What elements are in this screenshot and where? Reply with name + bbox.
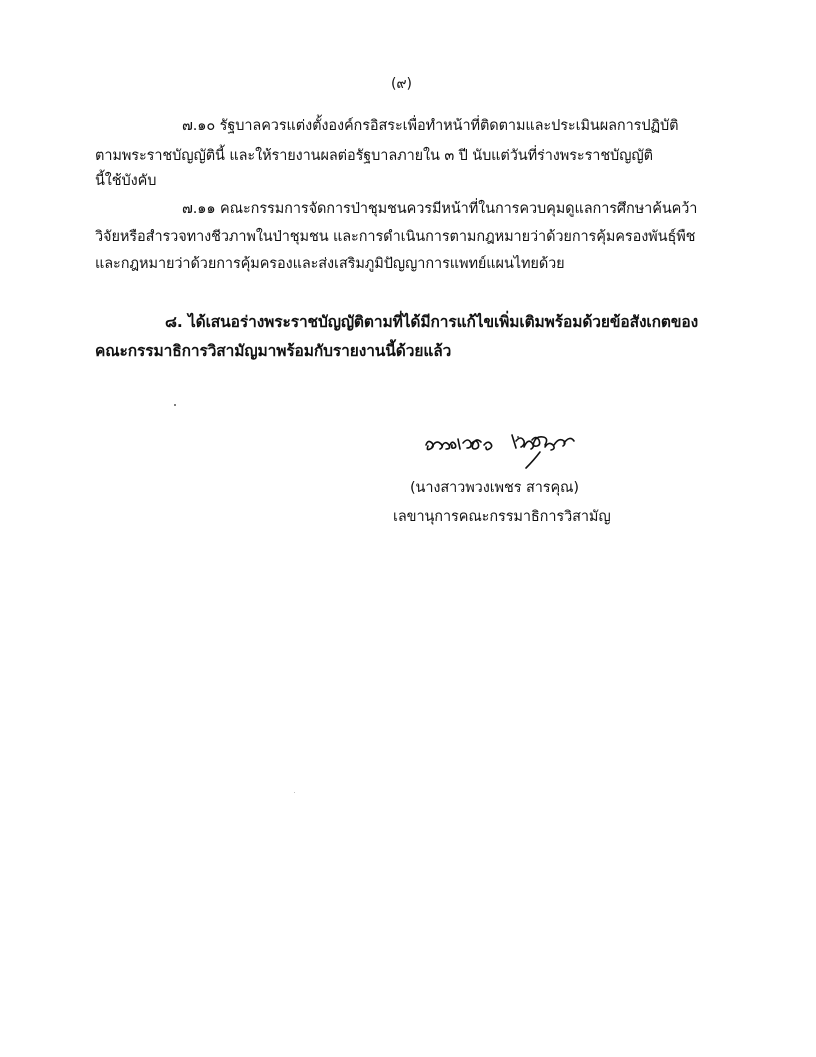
scan-speck xyxy=(174,404,176,406)
paragraph-7-10-line-1: ๗.๑๐ รัฐบาลควรแต่งตั้งองค์กรอิสระเพื่อทำหน้าที่ติดตามและประเมินผลการปฏิบัติ xyxy=(182,118,679,134)
signatory-name: (นางสาวพวงเพชร สารคุณ) xyxy=(410,480,579,496)
paragraph-7-11-line-3: และกฎหมายว่าด้วยการคุ้มครองและส่งเสริมภูมิปัญญาการแพทย์แผนไทยด้วย xyxy=(95,256,565,272)
paragraph-7-10-line-2: ตามพระราชบัญญัตินี้ และให้รายงานผลต่อรัฐบาลภายใน ๓ ปี นับแต่วันที่ร่างพระราชบัญญัติ xyxy=(95,148,653,164)
handwritten-signature xyxy=(420,425,620,475)
paragraph-7-11-line-2: วิจัยหรือสำรวจทางชีวภาพในป่าชุมชน และการดำเนินการตามกฎหมายว่าด้วยการคุ้มครองพันธุ์พืช xyxy=(95,229,696,245)
paragraph-7-11-line-1: ๗.๑๑ คณะกรรมการจัดการป่าชุมชนควรมีหน้าที่ในการควบคุมดูแลการศึกษาค้นคว้า xyxy=(182,201,698,217)
scan-speck xyxy=(294,792,295,793)
paragraph-7-10-line-3: นี้ใช้บังคับ xyxy=(95,173,157,189)
paragraph-8-line-1: ๘. ได้เสนอร่างพระราชบัญญัติตามที่ได้มีการแก้ไขเพิ่มเติมพร้อมด้วยข้อสังเกตของ xyxy=(165,313,699,331)
signatory-position: เลขานุการคณะกรรมาธิการวิสามัญ xyxy=(393,509,611,525)
page-number: (๙) xyxy=(391,76,412,92)
paragraph-8-line-2: คณะกรรมาธิการวิสามัญมาพร้อมกับรายงานนี้ด้วยแล้ว xyxy=(95,342,452,360)
